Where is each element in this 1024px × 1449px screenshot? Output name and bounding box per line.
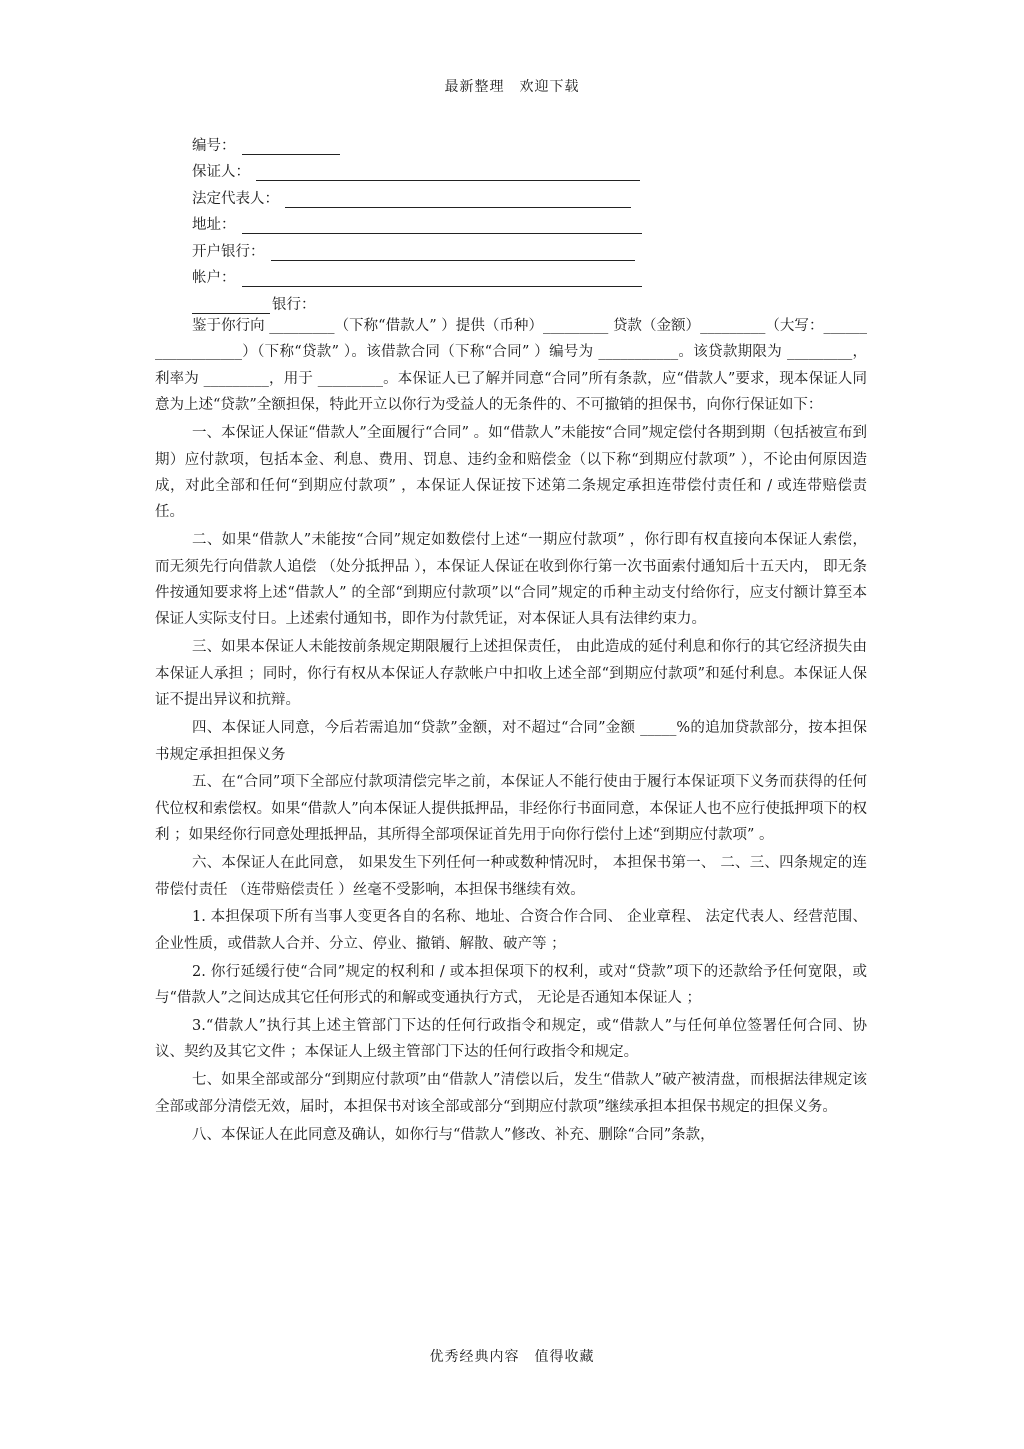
page-header: 最新整理 欢迎下载 [444,79,580,95]
field-legal-rep [192,181,662,208]
field-bank [192,234,662,261]
field-legal-rep-label: 法定代表人： [192,190,279,207]
field-account [192,261,662,288]
field-legal-rep-line [285,193,631,208]
field-guarantor-label: 保证人： [192,164,250,180]
page-footer: 优秀经典内容 值得收藏 [429,1349,595,1365]
field-number-line [242,140,340,155]
addressee-bank-line [192,299,270,314]
field-address [192,208,662,235]
document-body [155,313,867,1148]
field-guarantor-line [256,166,640,181]
clause-6-item-1: 1. 本担保项下所有当事人变更各自的名称、地址、合资合作合同、 企业章程、 法定代表人、经营范围、企业性质，或借款人合并、分立、停业、撤销、解散、破产等 ； [155,909,867,952]
clause-6-item-2: 2. 你行延缓行使“合同”规定的权利和 / 或本担保项下的权利，或对“贷款”项下的还款给予任何宽限，或与“借款人”之间达成其它任何形式的和解或变通执行方式， 无论是否通知本保证人 ； [155,963,867,1007]
clause-5: 五、在“合同”项下全部应付款项清偿完毕之前，本保证人不能行使由于履行本保证项下义务而获得的任何代位权和索偿权。如果“借款人”向本保证人提供抵押品，非经你行书面同意，本保证人也不应行使抵押项下的权利 ；如果经你行同意处理抵押品，其所得全部项保证首先用于向你行偿付上述“到期应付款项” 。 [155,774,867,844]
clause-4: 四、本保证人同意，今后若需追加“贷款”金额，对不超过“合同”金额 _____%的追加贷款部分，按本担保书规定承担担保义务 [155,720,867,763]
field-guarantor [192,155,662,182]
field-bank-label: 开户银行： [192,243,265,260]
clause-8: 八、本保证人在此同意及确认，如你行与“借款人”修改、补充、删除“合同”条款， [192,1126,715,1143]
clause-6: 六、本保证人在此同意， 如果发生下列任何一种或数种情况时， 本担保书第一、 二、三、四条规定的连带偿付责任 （连带赔偿责任 ）丝毫不受影响，本担保书继续有效。 [155,855,867,898]
field-bank-line [271,246,635,261]
addressee-bank-label: 银行： [272,296,316,313]
field-number-label: 编号： [192,137,236,154]
intro-paragraph: 鉴于你行向 _________（下称“借款人” ）提供（币种）_________ 贷款（金额）_________（大写：__________________）（下称“贷款” ）。该借款合同（下称“合同” ）编号为 ___________。该贷款期限为 _________，利率为 _________，用于 _________。本保证人已了解并同意“合同”所有条款，应“借款人”要求，现本保证人同意为上述“贷款”全额担保，特此开立以你行为受益人的无条件的、不可撤销的担保书，向你行保证如下： [155,318,867,414]
addressee-bank [192,287,662,314]
clause-2: 二、如果“借款人”未能按“合同”规定如数偿付上述“一期应付款项” ，你行即有权直接向本保证人索偿， 而无须先行向借款人追偿 （处分抵押品 ），本保证人保证在收到你行第一次书面索付通知后十五天内， 即无条件按通知要求将上述“借款人” 的全部“到期应付款项”以“合同”规定的币种主动支付给你行，应支付额计算至本保证人实际支付日。上述索付通知书，即作为付款凭证，对本保证人具有法律约束力。 [155,532,867,628]
form-fields [192,128,662,314]
clause-1: 一、本保证人保证“借款人”全面履行“合同” 。如“借款人”未能按“合同”规定偿付各期到期（包括被宣布到期）应付款项，包括本金、利息、费用、罚息、违约金和赔偿金（以下称“到期应付款项” ），不论由何原因造成，对此全部和任何“到期应付款项” ，本保证人保证按下述第二条规定承担连带偿付责任和 / 或连带赔偿责任。 [155,425,867,521]
clause-6-item-3: 3.“借款人”执行其上述主管部门下达的任何行政指令和规定，或“借款人”与任何单位签署任何合同、协议、契约及其它文件 ；本保证人上级主管部门下达的任何行政指令和规定。 [155,1018,867,1061]
field-address-label: 地址： [192,217,236,233]
field-address-line [242,219,642,234]
field-number [192,128,662,155]
clause-3: 三、如果本保证人未能按前条规定期限履行上述担保责任， 由此造成的延付利息和你行的其它经济损失由本保证人承担 ；同时，你行有权从本保证人存款帐户中扣收上述全部“到期应付款项”和延付利息。本保证人保证不提出异议和抗辩。 [155,639,867,709]
clause-7: 七、如果全部或部分“到期应付款项”由“借款人”清偿以后，发生“借款人”破产被清盘，而根据法律规定该全部或部分清偿无效，届时，本担保书对该全部或部分“到期应付款项”继续承担本担保书规定的担保义务。 [155,1072,867,1115]
field-account-label: 帐户： [192,270,236,286]
field-account-line [242,272,642,287]
